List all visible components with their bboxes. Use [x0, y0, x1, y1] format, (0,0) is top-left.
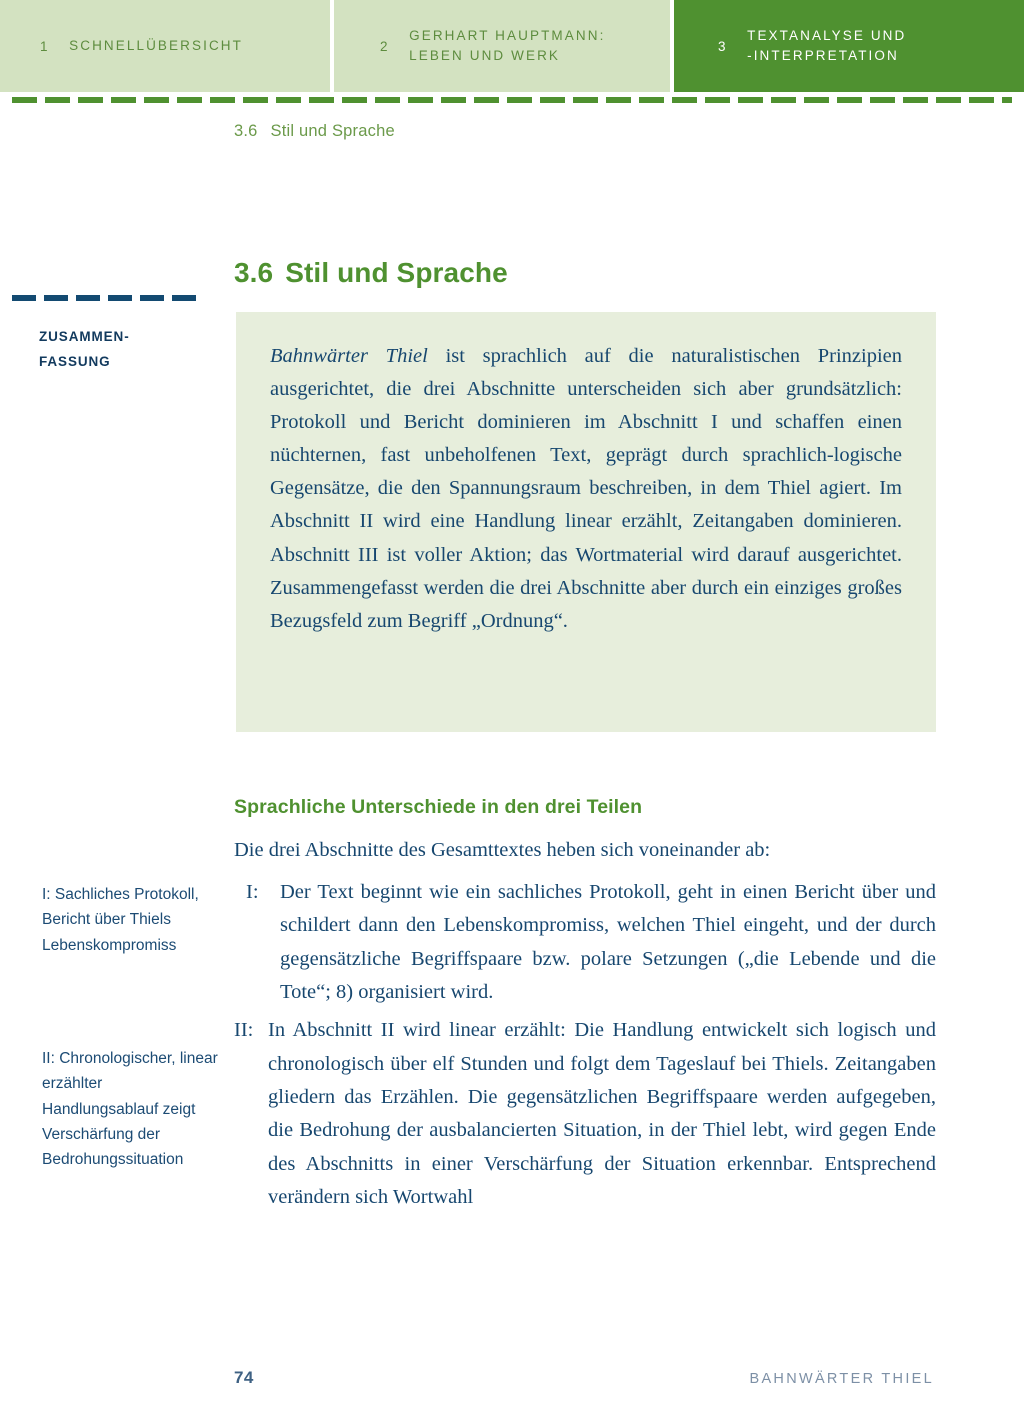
margin-summary-label-line-1: ZUSAMMEN- — [39, 329, 130, 344]
chapter-tab-3-label-line-2: -INTERPRETATION — [747, 48, 899, 63]
section-list — [234, 876, 936, 1219]
list-item-2-marker: II: — [234, 1019, 254, 1042]
chapter-tab-3-number: 3 — [718, 38, 728, 54]
page-title — [234, 257, 508, 289]
running-head-title: Stil und Sprache — [270, 122, 395, 140]
summary-box-text — [270, 340, 902, 638]
chapter-tab-3-active[interactable] — [674, 0, 1024, 92]
chapter-tab-1-label — [69, 36, 243, 56]
footer-book-title: BAHNWÄRTER THIEL — [749, 1371, 934, 1387]
page-footer — [234, 1368, 934, 1388]
page-title-number: 3.6 — [234, 256, 274, 288]
section-subheading: Sprachliche Unterschiede in den drei Teilen — [234, 796, 643, 819]
page-title-text: Stil und Sprache — [285, 256, 508, 288]
list-item-1-text: Der Text beginnt wie ein sachliches Protokoll, geht in einen Bericht über und schildert dann den Lebenskompromiss, welchen Thiel eingeht, und der durch gegensätzliche Begriffspaare bzw. polare Setzungen („die Lebende und die Tote“; 8) organisiert wird. — [280, 881, 936, 1003]
list-item — [234, 1014, 936, 1214]
chapter-tab-3-label — [747, 26, 906, 67]
chapter-tab-1-number: 1 — [40, 38, 50, 54]
chapter-tab-3-label-line-1: TEXTANALYSE UND — [747, 27, 907, 43]
chapter-tab-2-label — [409, 26, 605, 67]
chapter-tab-2[interactable] — [334, 0, 670, 92]
page-number: 74 — [234, 1368, 254, 1387]
margin-summary-label-line-2: FASSUNG — [39, 353, 111, 369]
section-intro-line: Die drei Abschnitte des Gesamttextes heben sich voneinander ab: — [234, 838, 771, 861]
header-dashed-rule — [12, 97, 1012, 103]
running-head — [234, 122, 395, 141]
margin-summary-label — [39, 325, 214, 375]
chapter-tab-2-label-line-2: LEBEN UND WERK — [409, 48, 561, 63]
margin-dashed-rule — [12, 295, 204, 301]
chapter-tab-2-label-line-1: GERHART HAUPTMANN: — [409, 27, 606, 43]
margin-note-1: I: Sachliches Protokoll, Bericht über Thiels Lebenskompromiss — [42, 886, 199, 954]
list-item-1-marker: I: — [246, 881, 259, 903]
margin-note-2: II: Chronologischer, linear erzählter Handlungsablauf zeigt Verschärfung der Bedrohungssituation — [42, 1050, 218, 1168]
chapter-tab-2-number: 2 — [380, 38, 390, 54]
chapter-tab-1[interactable] — [0, 0, 330, 92]
chapter-tab-1-label-line-1: SCHNELLÜBERSICHT — [69, 37, 243, 53]
list-item-2-text: In Abschnitt II wird linear erzählt: Die Handlung entwickelt sich logisch und chronologisch über elf Stunden und folgt dem Tageslauf bei Thiels. Zeitangaben gliedern das Erzählen. Die gegensätzlichen Begriffspaare werden aufgegeben, die Bedrohung der ausbalancierten Situation, in der Thiel lebt, wird gegen Ende des Abschnitts in einer Verschärfung der Situation erkennbar. Entsprechend verändern sich Wortwahl — [268, 1019, 936, 1208]
summary-italic-title: Bahnwärter Thiel — [270, 345, 428, 367]
summary-body-text: ist sprachlich auf die naturalistischen Prinzipien ausgerichtet, die drei Abschnitte unterscheiden sich aber grundsätzlich: Protokoll und Bericht dominieren im Abschnitt I und schaffen einen nüchternen, fast unbeholfenen Text, geprägt durch sprachlich-logische Gegensätze, die den Spannungsraum beschreiben, in dem Thiel agiert. Im Abschnitt II wird eine Handlung linear erzählt, Zeitangaben dominieren. Abschnitt III ist voller Aktion; das Wortmaterial wird darauf ausgerichtet. Zusammengefasst werden die drei Abschnitte aber durch ein einziges großes Bezugsfeld zum Begriff „Ordnung“. — [270, 345, 902, 632]
running-head-number: 3.6 — [234, 122, 258, 140]
chapter-tab-strip — [0, 0, 1024, 92]
summary-box — [236, 312, 936, 732]
list-item — [246, 876, 936, 1009]
